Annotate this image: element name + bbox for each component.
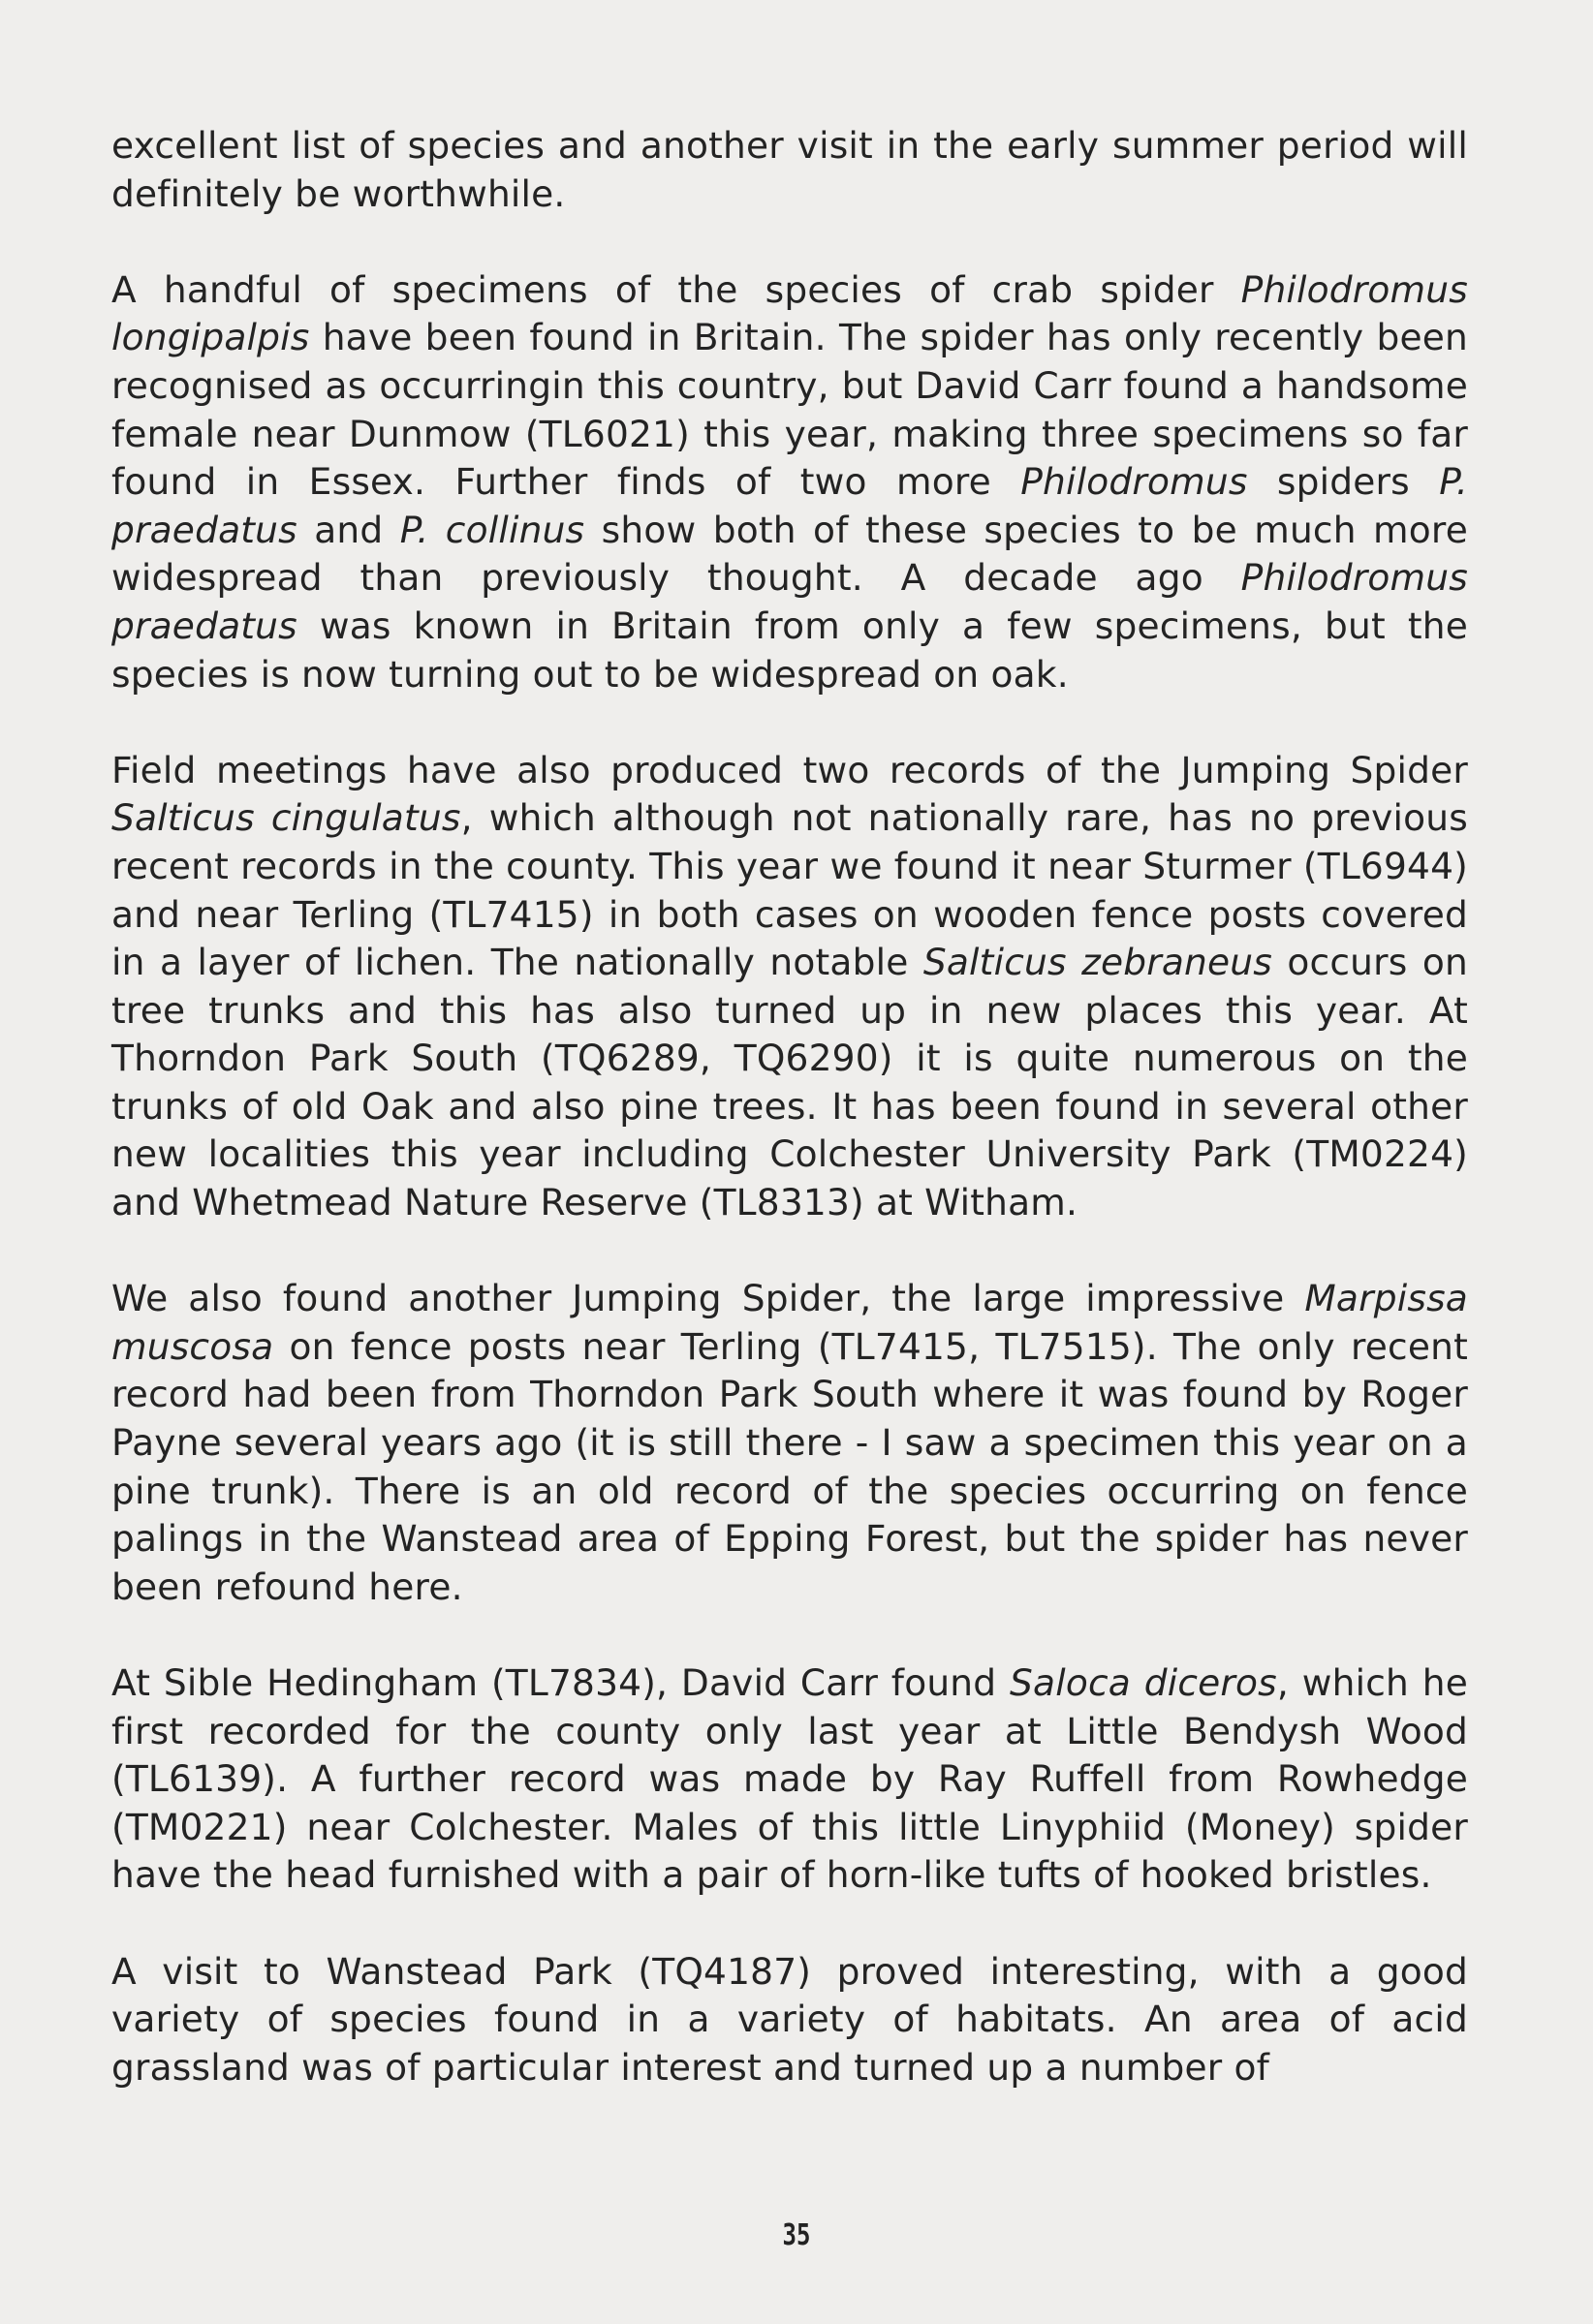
species-name: Philodromus longipalpis: [111, 267, 1468, 359]
text-run: , which although not nationally rare, has no previous recent records in the county. This year we found it near Sturmer (TL6944) and near Terling (TL7415) in both cases on wooden fence posts covered in a layer of lichen. The nationally notable: [111, 796, 1469, 984]
text-run: excellent list of species and another visit in the early summer period will definitely be worthwhile.: [111, 124, 1468, 215]
paragraph: [111, 122, 1468, 218]
paragraph: [111, 1948, 1468, 2092]
paragraph: [111, 1659, 1468, 1900]
text-run: , which he first recorded for the county only last year at Little Bendysh Wood (TL6139). A further record was made by Ray Ruffell from Rowhedge (TM0221) near Colchester. Males of this little Linyphiid (Money) spider have the head furnished with a pair of horn-like tufts of hooked bristles.: [111, 1661, 1468, 1897]
text-run: We also found another Jumping Spider, the large impressive: [111, 1277, 1305, 1320]
text-run: and: [297, 508, 400, 551]
species-name: P. praedatus: [111, 460, 1468, 551]
species-name: Saloca diceros: [1010, 1661, 1277, 1704]
species-name: Philodromus praedatus: [111, 556, 1468, 647]
page-number: 35: [782, 2218, 811, 2252]
paragraph: [111, 1275, 1468, 1611]
text-run: was known in Britain from only a few specimens, but the species is now turning out to be widespread on oak.: [111, 604, 1468, 696]
species-name: P. collinus: [399, 508, 585, 551]
text-run: At Sible Hedingham (TL7834), David Carr found: [111, 1661, 1011, 1704]
text-run: have been found in Britain. The spider has only recently been recognised as occurringin this country, but David Carr found a handsome female near Dunmow (TL6021) this year, making three specimens so far found in Essex. Further finds of two more: [111, 316, 1468, 504]
text-run: Field meetings have also produced two records of the Jumping Spider: [111, 748, 1468, 791]
species-name: Marpissa muscosa: [111, 1277, 1468, 1368]
species-name: Salticus zebraneus: [922, 941, 1273, 984]
text-run: spiders: [1247, 460, 1440, 504]
text-run: show both of these species to be much more widespread than previously thought. A decade ago: [111, 508, 1468, 600]
text-run: A visit to Wanstead Park (TQ4187) proved interesting, with a good variety of species found in a variety of habitats. An area of acid grassland was of particular interest and turned up a number of: [111, 1949, 1468, 2089]
species-name: Philodromus: [1020, 460, 1248, 504]
text-run: A handful of specimens of the species of crab spider: [111, 267, 1241, 311]
text-run: occurs on tree trunks and this has also turned up in new places this year. At Thorndon Park South (TQ6289, TQ6290) it is quite numerous on the trunks of old Oak and also pine trees. It has been found in several other new localities this year including Colchester University Park (TM0224) and Whetmead Nature Reserve (TL8313) at Witham.: [111, 941, 1468, 1224]
species-name: Salticus cingulatus: [111, 796, 461, 840]
text-run: on fence posts near Terling (TL7415, TL7515). The only recent record had been from Thorndon Park South where it was found by Roger Payne several years ago (it is still there - I saw a specimen this year on a pine trunk). There is an old record of the species occurring on fence palings in the Wanstead area of Epping Forest, but the spider has never been refound here.: [111, 1324, 1468, 1608]
paragraph: [111, 747, 1468, 1227]
paragraph: [111, 266, 1468, 698]
document-body: [111, 122, 1468, 2140]
